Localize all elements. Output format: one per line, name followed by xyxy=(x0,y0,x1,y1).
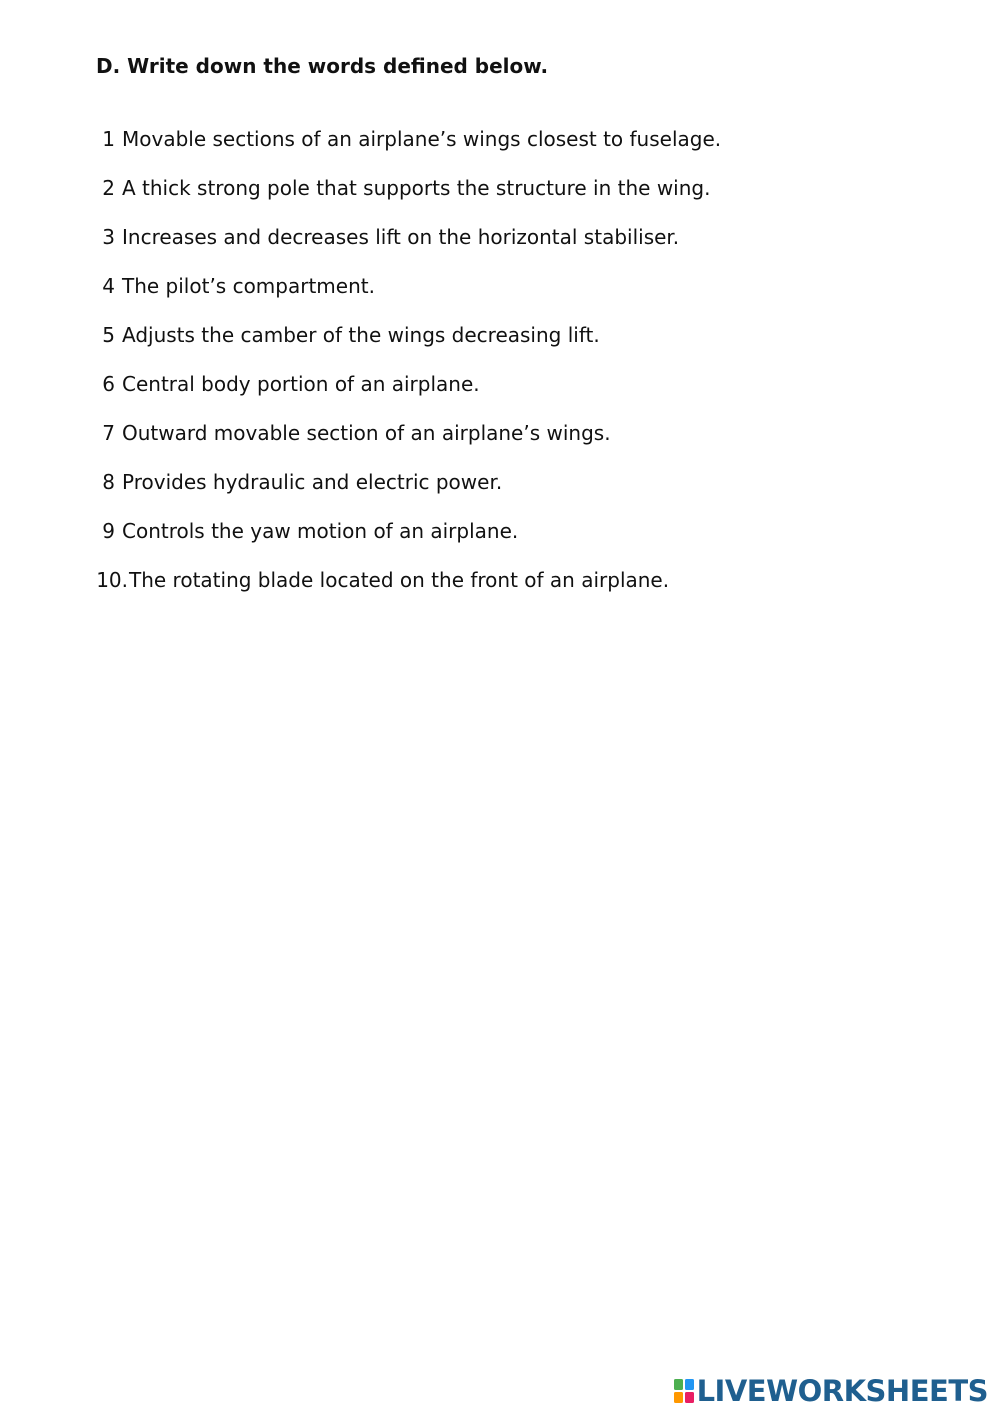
list-item xyxy=(0,224,1000,273)
liveworksheets-logo xyxy=(674,1374,988,1408)
list-item xyxy=(0,273,1000,322)
list-item xyxy=(0,175,1000,224)
list-item xyxy=(0,469,1000,518)
list-item xyxy=(0,567,1000,616)
item-definition: Provides hydraulic and electric power. xyxy=(122,470,503,494)
item-definition: Movable sections of an airplane’s wings closest to fuselage. xyxy=(122,127,722,151)
item-number: 2 xyxy=(102,176,115,200)
liveworksheets-logo-icon xyxy=(674,1379,694,1403)
item-definition: The pilot’s compartment. xyxy=(122,274,375,298)
item-definition: Central body portion of an airplane. xyxy=(122,372,480,396)
item-number: 3 xyxy=(102,225,115,249)
worksheet-heading: D. Write down the words defined below. xyxy=(96,54,549,78)
item-definition: A thick strong pole that supports the structure in the wing. xyxy=(122,176,711,200)
item-number: 1 xyxy=(102,127,115,151)
item-definition: Increases and decreases lift on the horizontal stabiliser. xyxy=(122,225,680,249)
item-number: 6 xyxy=(102,372,115,396)
item-definition: Adjusts the camber of the wings decreasing lift. xyxy=(122,323,600,347)
item-number: 4 xyxy=(102,274,115,298)
list-item xyxy=(0,518,1000,567)
list-item xyxy=(0,371,1000,420)
definition-list xyxy=(0,126,1000,616)
liveworksheets-logo-text: LIVEWORKSHEETS xyxy=(696,1374,988,1408)
list-item xyxy=(0,420,1000,469)
item-definition: The rotating blade located on the front of an airplane. xyxy=(129,568,670,592)
item-definition: Outward movable section of an airplane’s wings. xyxy=(122,421,611,445)
item-number: 7 xyxy=(102,421,115,445)
item-number: 9 xyxy=(102,519,115,543)
list-item xyxy=(0,322,1000,371)
item-number: 10. xyxy=(96,568,128,592)
item-definition: Controls the yaw motion of an airplane. xyxy=(122,519,519,543)
item-number: 8 xyxy=(102,470,115,494)
item-number: 5 xyxy=(102,323,115,347)
list-item xyxy=(0,126,1000,175)
